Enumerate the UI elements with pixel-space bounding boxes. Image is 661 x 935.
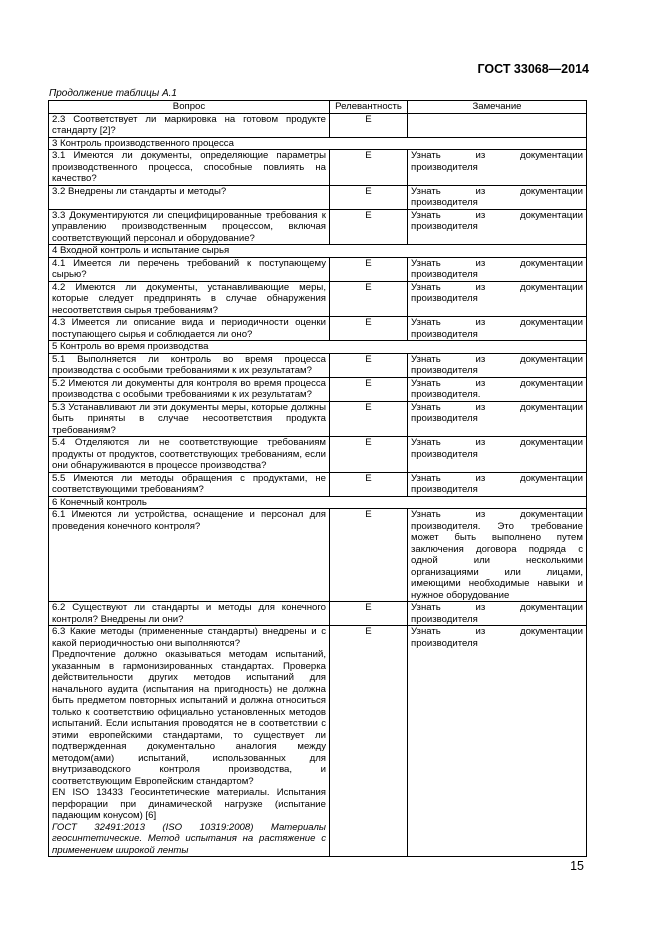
question-cell: 4.2 Имеются ли документы, устанавливающие меры, которые следует предпринять в случае обнаружения несоответствия сырья требованиям? [49, 281, 330, 317]
question-cell: 6.1 Имеются ли устройства, оснащение и персонал для проведения конечного контроля? [49, 509, 330, 602]
section-title: 6 Конечный контроль [49, 496, 587, 509]
remark-cell: Узнать из документации производителя [408, 472, 587, 496]
table-header-row [49, 101, 587, 114]
question-cell: 6.2 Существуют ли стандарты и методы для конечного контроля? Внедрены ли они? [49, 602, 330, 626]
table-caption: Продолжение таблицы А.1 [49, 88, 177, 99]
relevance-cell: E [330, 317, 408, 341]
relevance-cell: E [330, 209, 408, 245]
question-cell: 4.3 Имеется ли описание вида и периодичности оценки поступающего сырья и соблюдается ли оно? [49, 317, 330, 341]
question-reference: EN ISO 13433 Геосинтетические материалы. Испытания перфорации при динамической нагрузке (испытание падающим конусом) [6] [52, 787, 326, 821]
question-note: Предпочтение должно оказываться методам испытаний, указанным в гармонизированных стандартах. Проверка действительности других методов испытаний для начального аудита (испытания на пригодность) не должна быть предметом повторных испытаний и должна относиться только к соответствию официально установленных методов испытаний. Если испытания проводятся не в соответствии с этими европейскими стандартами, то существует ли подтвержденная документально аналогия между методом(ами) испытаний, использованных для внутризаводского контроля производства, и соответствующим Европейским стандартом? [52, 649, 326, 787]
question-cell: 3.2 Внедрены ли стандарты и методы? [49, 185, 330, 209]
remark-cell: Узнать из документации производителя [408, 602, 587, 626]
question-cell: 5.2 Имеются ли документы для контроля во время процесса производства с особыми требованиями к их результатам? [49, 377, 330, 401]
section-title: 3 Контроль производственного процесса [49, 137, 587, 150]
page-number: 15 [570, 859, 584, 873]
table-row [49, 353, 587, 377]
table-row [49, 377, 587, 401]
question-cell: 3.3 Документируются ли специфицированные требования к управлению производственным процессом, включая соответствующий персонал и оборудование? [49, 209, 330, 245]
remark-cell: Узнать из документации производителя [408, 281, 587, 317]
relevance-cell: E [330, 472, 408, 496]
question-cell: 2.3 Соответствует ли маркировка на готовом продукте стандарту [2]? [49, 113, 330, 137]
question-cell: 4.1 Имеется ли перечень требований к поступающему сырью? [49, 257, 330, 281]
table-row [49, 437, 587, 473]
relevance-cell: E [330, 401, 408, 437]
table-row [49, 472, 587, 496]
table-body [49, 113, 587, 626]
remark-cell: Узнать из документации производителя [408, 185, 587, 209]
question-cell: 5.3 Устанавливают ли эти документы меры, которые должны быть приняты в случае несоответствия продукта требованиям? [49, 401, 330, 437]
relevance-cell: E [330, 437, 408, 473]
relevance-cell: E [330, 185, 408, 209]
column-header-question: Вопрос [49, 101, 330, 114]
column-header-remark: Замечание [408, 101, 587, 114]
section-title: 5 Контроль во время производства [49, 341, 587, 354]
table-row [49, 602, 587, 626]
remark-cell: Узнать из документации производителя [408, 626, 587, 857]
relevance-cell: E [330, 377, 408, 401]
remark-cell: Узнать из документации производителя. Это требование может быть выполнено путем заключения договора подряда с одной или несколькими организациями или лицами, имеющими необходимые навыки и нужное оборудование [408, 509, 587, 602]
question-cell [49, 626, 330, 857]
table-row [49, 281, 587, 317]
relevance-cell: E [330, 353, 408, 377]
section-row [49, 496, 587, 509]
question-cell: 5.1 Выполняется ли контроль во время процесса производства с особыми требованиями к их результатам? [49, 353, 330, 377]
table-row [49, 185, 587, 209]
relevance-cell: E [330, 113, 408, 137]
relevance-cell: E [330, 281, 408, 317]
table-row [49, 626, 587, 857]
table-row [49, 401, 587, 437]
remark-cell: Узнать из документации производителя [408, 401, 587, 437]
relevance-cell: E [330, 257, 408, 281]
relevance-cell: E [330, 150, 408, 186]
standard-number: ГОСТ 33068—2014 [477, 62, 589, 76]
question-text: 6.3 Какие методы (примененные стандарты) внедрены и с какой периодичностью они выполняются? [52, 626, 326, 649]
table-row [49, 209, 587, 245]
section-row [49, 137, 587, 150]
table-row [49, 509, 587, 602]
question-cell: 3.1 Имеются ли документы, определяющие параметры производственного процесса, способные повлиять на качество? [49, 150, 330, 186]
remark-cell [408, 113, 587, 137]
column-header-relevance: Релевантность [330, 101, 408, 114]
section-row [49, 245, 587, 258]
remark-cell: Узнать из документации производителя [408, 257, 587, 281]
table-row [49, 150, 587, 186]
relevance-cell: E [330, 602, 408, 626]
table-row [49, 317, 587, 341]
section-row [49, 341, 587, 354]
remark-cell: Узнать из документации производителя [408, 209, 587, 245]
remark-cell: Узнать из документации производителя [408, 317, 587, 341]
relevance-cell: E [330, 626, 408, 857]
question-reference-italic: ГОСТ 32491:2013 (ISO 10319:2008) Материалы геосинтетические. Метод испытания на растяжение с применением широкой ленты [52, 821, 326, 856]
remark-cell: Узнать из документации производителя [408, 150, 587, 186]
remark-cell: Узнать из документации производителя. [408, 377, 587, 401]
question-cell: 5.5 Имеются ли методы обращения с продуктами, не соответствующими требованиям? [49, 472, 330, 496]
table-row [49, 257, 587, 281]
requirements-table [48, 100, 587, 857]
remark-cell: Узнать из документации производителя [408, 353, 587, 377]
remark-cell: Узнать из документации производителя [408, 437, 587, 473]
relevance-cell: E [330, 509, 408, 602]
section-title: 4 Входной контроль и испытание сырья [49, 245, 587, 258]
table-row [49, 113, 587, 137]
question-cell: 5.4 Отделяются ли не соответствующие требованиям продукты от продуктов, соответствующих требованиям, если они обнаруживаются в процессе производства? [49, 437, 330, 473]
